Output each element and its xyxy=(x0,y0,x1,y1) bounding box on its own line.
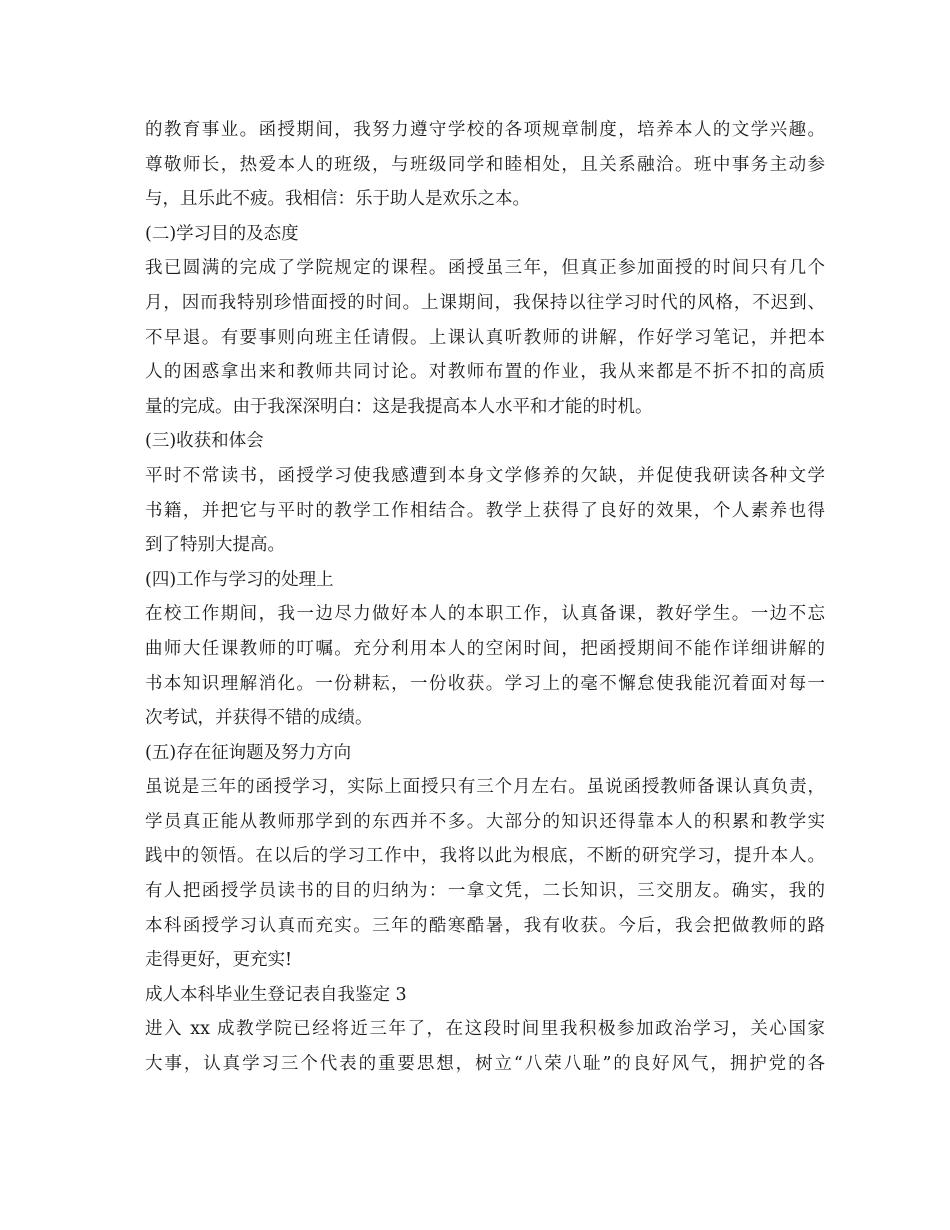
text-line: 本科函授学习认真而充实。三年的酷寒酷暑，我有收获。今后，我会把做教师的路 xyxy=(145,915,825,936)
text-line: 书籍，并把它与平时的教学工作相结合。教学上获得了良好的效果，个人素养也得 xyxy=(145,500,825,521)
text-line: 曲师大任课教师的叮嘱。充分利用本人的空闲时间，把函授期间不能作详细讲解的 xyxy=(145,638,825,659)
text-line: 践中的领悟。在以后的学习工作中，我将以此为根底，不断的研究学习，提升本人。 xyxy=(145,846,825,867)
text-line: 的教育事业。函授期间，我努力遵守学校的各项规章制度，培养本人的文学兴趣。 xyxy=(145,120,825,140)
text-line: 到了特别大提高。 xyxy=(145,535,285,556)
text-line: 我已圆满的完成了学院规定的课程。函授虽三年，但真正参加面授的时间只有几个 xyxy=(145,258,825,279)
text-line: 走得更好，更充实! xyxy=(145,950,293,971)
text-line: 不早退。有要事则向班主任请假。上课认真听教师的讲解，作好学习笔记，并把本 xyxy=(145,327,825,348)
text-line: 进入 xx 成教学院已经将近三年了，在这段时间里我积极参加政治学习，关心国家 xyxy=(145,1019,825,1040)
text-line: 大事，认真学习三个代表的重要思想，树立“八荣八耻”的良好风气，拥护党的各 xyxy=(145,1054,825,1075)
text-line: 月，因而我特别珍惜面授的时间。上课期间，我保持以往学习时代的风格，不迟到、 xyxy=(145,292,825,313)
text-line: 平时不常读书，函授学习使我感遭到本身文学修养的欠缺，并促使我研读各种文学 xyxy=(145,465,825,486)
text-line: 成人本科毕业生登记表自我鉴定 3 xyxy=(145,984,407,1005)
document-body xyxy=(145,113,825,1082)
text-line: 与，且乐此不疲。我相信：乐于助人是欢乐之本。 xyxy=(145,189,530,210)
text-line: 学员真正能从教师那学到的东西并不多。大部分的知识还得靠本人的积累和教学实 xyxy=(145,811,825,832)
text-line: 尊敬师长，热爱本人的班级，与班级同学和睦相处，且关系融洽。班中事务主动参 xyxy=(145,154,825,175)
text-line: 人的困惑拿出来和教师共同讨论。对教师布置的作业，我从来都是不折不扣的高质 xyxy=(145,362,825,383)
text-line: (四)工作与学习的处理上 xyxy=(145,569,334,590)
text-line: 虽说是三年的函授学习，实际上面授只有三个月左右。虽说函授教师备课认真负责， xyxy=(145,777,825,798)
text-line: 量的完成。由于我深深明白：这是我提高本人水平和才能的时机。 xyxy=(145,396,653,417)
text-line: (五)存在征询题及努力方向 xyxy=(145,742,352,763)
text-line: (三)收获和体会 xyxy=(145,431,264,452)
text-line: (二)学习目的及态度 xyxy=(145,223,299,244)
text-line: 书本知识理解消化。一份耕耘，一份收获。学习上的毫不懈怠使我能沉着面对每一 xyxy=(145,673,825,694)
text-line: 有人把函授学员读书的目的归纳为：一拿文凭，二长知识，三交朋友。确实，我的 xyxy=(145,881,825,902)
text-line: 在校工作期间，我一边尽力做好本人的本职工作，认真备课，教好学生。一边不忘 xyxy=(145,604,825,625)
text-line: 次考试，并获得不错的成绩。 xyxy=(145,708,373,729)
